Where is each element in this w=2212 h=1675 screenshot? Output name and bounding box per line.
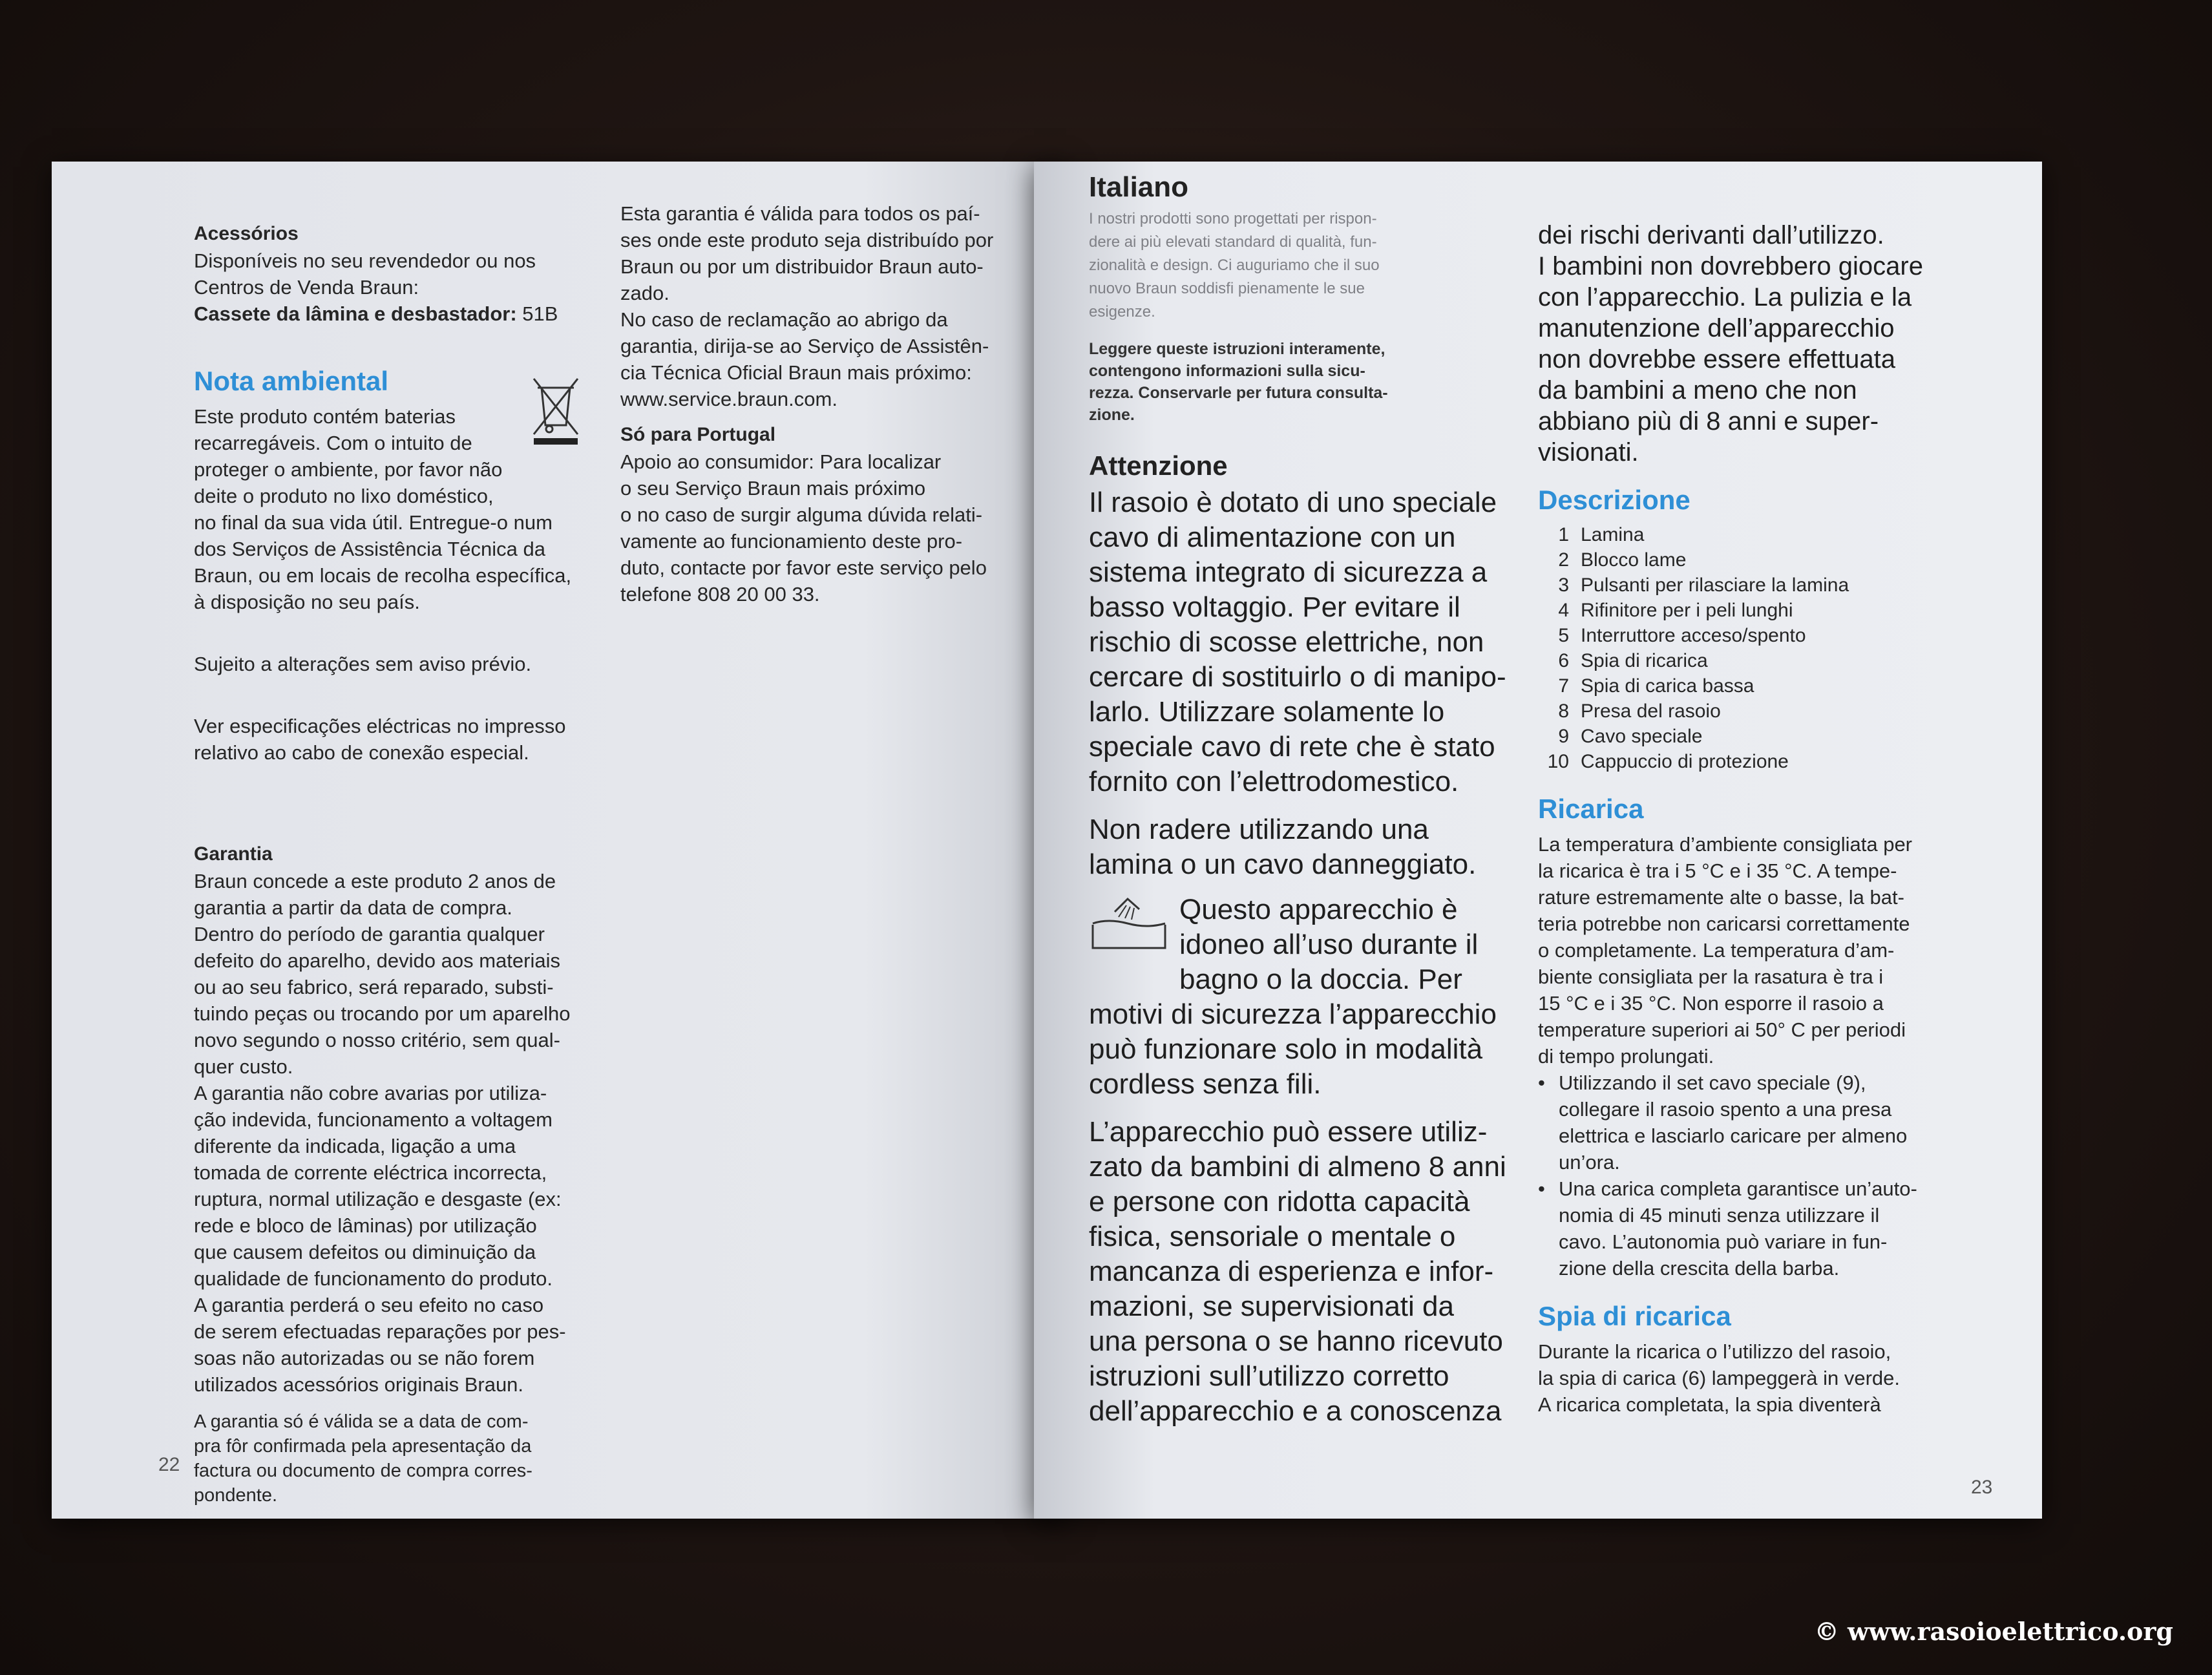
watermark: © www.rasoioelettrico.org xyxy=(1814,1617,2173,1646)
list-item: 10 Cappuccio di protezione xyxy=(1547,751,1789,772)
no-shave-warning: Non radere utilizzando una lamina o un cavo danneggiato. xyxy=(1089,814,1477,880)
bath-shower-icon xyxy=(1089,892,1173,957)
elec-specs: Ver especificações eléctricas no impresso relativo ao cabo de conexão especial. xyxy=(194,715,566,764)
recharge-bullet-1: • Utilizzando il set cavo speciale (9), collegare il rasoio spento a una presa elettrica e lasciarlo caricare per almeno un’ora. xyxy=(1538,1071,1908,1174)
description-title: Descrizione xyxy=(1538,485,1691,515)
children-continued: dei rischi derivanti dall’utilizzo. I bambini non dovrebbero giocare con l’apparecchio. La pulizia e la manutenzione dell’apparecchio non dovrebbe essere effettuata da bambini a meno che non abbiano più di 8 anni e super- visionati. xyxy=(1538,221,1923,467)
cassette-label: Cassete da lâmina e desbastador: xyxy=(194,302,517,325)
attention-title: Attenzione xyxy=(1089,450,1228,481)
recharge-text: La temperatura d’ambiente consigliata per la ricarica è tra i 5 °C e i 35 °C. A tempe- rature estremamente alte o basse, la bat- teria potrebbe non caricarsi correttamente o completamente. La temperatura d’am- biente consigliata per la rasatura è tra i 15 °C e i 35 °C. Non esporre il rasoio a temperature superiori ai 50° C per periodi di tempo prolungati. xyxy=(1538,833,1913,1068)
page-number-left: 22 xyxy=(158,1454,180,1475)
subject-change: Sujeito a alterações sem aviso prévio. xyxy=(194,653,532,675)
bath-row xyxy=(1089,892,1535,997)
weee-bin-icon xyxy=(530,375,582,446)
children-text: L’apparecchio può essere utiliz- zato da bambini di almeno 8 anni e persone con ridotta capacità fisica, sensoriale o mentale o mancanza di esperienza e infor- mazioni, se supervisionati da una persona o se hanno ricevuto istruzioni sull’utilizzo corretto dell’apparecchio e a conoscenza xyxy=(1089,1116,1506,1427)
intro-text: I nostri prodotti sono progettati per rispon- dere ai più elevati standard di qualità, fun- zionalità e design. Ci auguriamo che il suo nuovo Braun soddisfi pienamente le sue esigenze. xyxy=(1089,210,1380,321)
bath-text-2: motivi di sicurezza l’apparecchio può funzionare solo in modalità cordless senza fili. xyxy=(1089,998,1497,1100)
read-notice: Leggere queste istruzioni interamente, contengono informazioni sulla sicu- rezza. Conservarle per futura consulta- zione. xyxy=(1089,340,1388,424)
page-number-right: 23 xyxy=(1971,1477,1993,1498)
list-item: 9 Cavo speciale xyxy=(1558,726,1703,747)
env-text: Este produto contém baterias recarregáveis. Com o intuito de proteger o ambiente, por favor não deite o produto no lixo doméstico, no final da sua vida útil. Entregue-o num dos Serviços de Assistência Técnica da Braun, ou em locais de recolha específica, à disposição no seu país. xyxy=(194,405,572,613)
warranty-text: Braun concede a este produto 2 anos de garantia a partir da data de compra. Dentro do período de garantia qualquer defeito do aparelho, devido aos materiais ou ao seu fabrico, será reparado, substi- tuindo peças ou trocando por um aparelho novo segundo o nosso critério, sem qual- quer custo. A garantia não cobre avarias por utiliza- ção indevida, funcionamento a voltagem diferente da indicada, ligação a uma tomada de corrente eléctrica incorrecta, ruptura, normal utilização e desgaste (ex: rede e bloco de lâminas) por utilização que causem defeitos ou diminuição da qualidade de funcionamento do produto. A garantia perderá o seu efeito no caso de serem efectuadas reparações por pes- soas não autorizadas ou se não forem utilizados acessórios originais Braun. xyxy=(194,870,571,1396)
list-item: 4 Rifinitore per i peli lunghi xyxy=(1558,600,1793,621)
recharge-bullet-2: • Una carica completa garantisce un’auto- nomia di 45 minuti senza utilizzare il cavo. L’autonomia può variare in fun- zione della crescita della barba. xyxy=(1538,1177,1917,1280)
left-page xyxy=(52,162,1066,1519)
cassette-line xyxy=(194,300,633,327)
list-item: 3 Pulsanti per rilasciare la lamina xyxy=(1558,574,1849,596)
left-column-2 xyxy=(620,200,1021,607)
right-column-2 xyxy=(1538,220,2003,1418)
list-item: 8 Presa del rasoio xyxy=(1558,701,1721,722)
charge-light-text: Durante la ricarica o l’utilizzo del rasoio, la spia di carica (6) lampeggerà in verde. A ricarica completata, la spia diventerà xyxy=(1538,1340,1900,1416)
portugal-text: Apoio ao consumidor: Para localizar o seu Serviço Braun mais próximo o no caso de surgir alguma dúvida relati- vamente ao funcionamiento deste pro- duto, contacte por favor este serviço pelo telefone 808 20 00 33. xyxy=(620,450,987,606)
warranty-title: Garantia xyxy=(194,843,273,865)
list-item: 7 Spia di carica bassa xyxy=(1558,675,1754,697)
list-item: 1 Lamina xyxy=(1558,524,1645,545)
recharge-title: Ricarica xyxy=(1538,794,1644,824)
right-column-1 xyxy=(1089,171,1535,1429)
list-item: 6 Spia di ricarica xyxy=(1558,650,1708,671)
description-list xyxy=(1538,522,2003,774)
list-item: 2 Blocco lame xyxy=(1558,549,1687,571)
warranty-text-2: A garantia só é válida se a data de com- pra fôr confirmada pela apresentação da factura ou documento de compra corres- pondente. xyxy=(194,1411,532,1506)
accessories-text: Disponíveis no seu revendedor ou nos Centros de Venda Braun: xyxy=(194,249,536,299)
portugal-title: Só para Portugal xyxy=(620,424,776,445)
bath-text: Questo apparecchio è idoneo all’uso durante il bagno o la doccia. Per xyxy=(1179,894,1479,995)
warranty-scope-text: Esta garantia é válida para todos os paí- ses onde este produto seja distribuído por Braun ou por um distribuidor Braun auto- zado. No caso de reclamação ao abrigo da garantia, dirija-se ao Serviço de Assistên- cia Técnica Oficial Braun mais próximo: www.service.braun.com. xyxy=(620,202,994,410)
accessories-title: Acessórios xyxy=(194,223,299,244)
charge-light-title: Spia di ricarica xyxy=(1538,1301,1731,1331)
env-title: Nota ambiental xyxy=(194,366,389,396)
language-title: Italiano xyxy=(1089,171,1189,203)
cassette-code: 51B xyxy=(522,302,558,325)
right-page xyxy=(1034,162,2042,1519)
list-item: 5 Interruttore acceso/spento xyxy=(1558,625,1806,646)
attention-text: Il rasoio è dotato di uno speciale cavo di alimentazione con un sistema integrato di sicurezza a basso voltaggio. Per evitare il rischio di scosse elettriche, non cercare di sostituirlo o di manipo- larlo. Utilizzare solamente lo speciale cavo di rete che è stato fornito con l’elettrodomestico. xyxy=(1089,487,1506,797)
